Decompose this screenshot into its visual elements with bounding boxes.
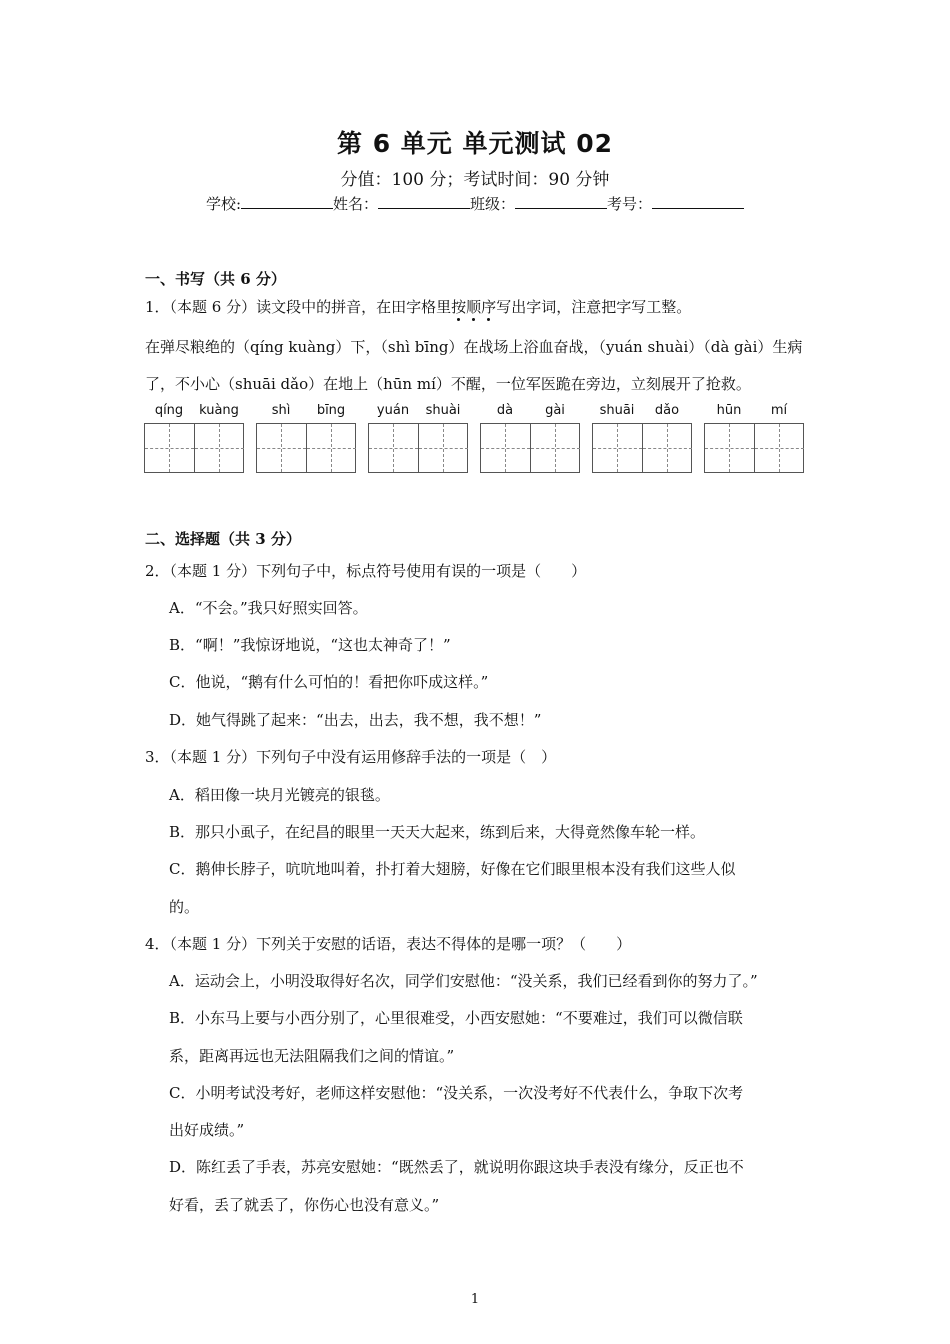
name-blank[interactable]	[378, 194, 470, 209]
passage-line-1: 在弹尽粮绝的（qíng kuàng）下，（shì bīng）在战场上浴血奋战，（yuán shuài）（dà gài）生病	[145, 338, 803, 356]
grid-guide-horizontal	[705, 448, 754, 449]
tianzige-cell[interactable]	[257, 424, 307, 472]
grid-guide-horizontal	[481, 448, 530, 449]
pinyin-label: gài	[545, 403, 565, 418]
grid-guide-horizontal	[593, 448, 642, 449]
question-1-stem	[145, 296, 691, 317]
section-1-heading: 一、书写（共 6 分）	[145, 270, 286, 288]
tianzige-cell[interactable]	[194, 424, 245, 472]
exam-number-label: 考号：	[607, 195, 653, 213]
page-title: 第 6 单元 单元测试 02	[336, 129, 613, 158]
tianzige-cell[interactable]	[306, 424, 357, 472]
tianzige-cell[interactable]	[754, 424, 805, 472]
question-3-stem: 3．（本题 1 分）下列句子中没有运用修辞手法的一项是（ ）	[145, 748, 557, 766]
q2-option-b[interactable]: B．“啊！”我惊讶地说，“这也太神奇了！”	[169, 636, 451, 654]
grid-guide-horizontal	[195, 448, 244, 449]
school-blank[interactable]	[241, 194, 333, 209]
tianzige-cell[interactable]	[705, 424, 755, 472]
emphasis-char: 序	[481, 298, 497, 316]
grid-guide-horizontal	[755, 448, 804, 449]
school-label: 学校:	[205, 195, 241, 213]
pinyin-label: kuàng	[199, 403, 239, 418]
student-info-line	[0, 193, 950, 214]
q4-option-c-cont: 出好成绩。”	[169, 1121, 245, 1139]
q3-option-a[interactable]: A．稻田像一块月光镀亮的银毯。	[169, 786, 390, 804]
q4-option-b[interactable]: B．小东马上要与小西分别了，心里很难受，小西安慰她：“不要难过，我们可以微信联	[169, 1009, 743, 1027]
tianzige-box[interactable]	[704, 423, 804, 473]
q1-stem-pre: 1．（本题 6 分）读文段中的拼音，在田字格里	[145, 298, 452, 316]
pinyin-label: dà	[496, 403, 514, 418]
grid-guide-horizontal	[369, 448, 418, 449]
page-number: 1	[470, 1292, 480, 1307]
section-2-heading: 二、选择题（共 3 分）	[145, 530, 301, 548]
tianzige-box[interactable]	[144, 423, 244, 473]
name-label: 姓名：	[333, 195, 379, 213]
tianzige-box[interactable]	[368, 423, 468, 473]
pinyin-label: qíng	[154, 403, 184, 418]
grid-guide-horizontal	[531, 448, 580, 449]
emphasis-char: 顺	[466, 298, 482, 316]
q3-option-c-cont: 的。	[169, 898, 200, 916]
q4-option-a[interactable]: A．运动会上，小明没取得好名次，同学们安慰他：“没关系，我们已经看到你的努力了。”	[169, 972, 758, 990]
q4-option-b-cont: 系，距离再远也无法阻隔我们之间的情谊。”	[169, 1047, 455, 1065]
pinyin-label: shì	[271, 403, 291, 418]
question-4-stem: 4．（本题 1 分）下列关于安慰的话语，表达不得体的是哪一项？（ ）	[145, 935, 632, 953]
q4-option-d-cont: 好看，丢了就丢了，你伤心也没有意义。”	[169, 1196, 440, 1214]
pinyin-label: shuài	[425, 403, 461, 418]
emphasis-char: 按	[451, 298, 467, 316]
tianzige-box[interactable]	[480, 423, 580, 473]
passage-line-2: 了，不小心（shuāi dǎo）在地上（hūn mí）不醒，一位军医跪在旁边，立刻展开了抢救。	[145, 375, 751, 393]
grid-guide-horizontal	[257, 448, 306, 449]
q3-option-b[interactable]: B．那只小虱子，在纪昌的眼里一天天大起来，练到后来，大得竟然像车轮一样。	[169, 823, 706, 841]
q4-option-c[interactable]: C．小明考试没考好，老师这样安慰他：“没关系，一次没考好不代表什么，争取下次考	[169, 1084, 744, 1102]
q4-option-d[interactable]: D．陈红丢了手表，苏亮安慰她：“既然丢了，就说明你跟这块手表没有缘分，反正也不	[169, 1158, 744, 1176]
q3-option-c[interactable]: C．鹅伸长脖子，吭吭地叫着，扑打着大翅膀，好像在它们眼里根本没有我们这些人似	[169, 860, 736, 878]
pinyin-label: hūn	[716, 403, 742, 418]
pinyin-label: bīng	[316, 403, 346, 418]
q1-stem-emphasis	[451, 298, 496, 316]
q2-option-a[interactable]: A．“不会。”我只好照实回答。	[169, 599, 368, 617]
tianzige-cell[interactable]	[369, 424, 419, 472]
tianzige-box[interactable]	[592, 423, 692, 473]
exam-number-blank[interactable]	[652, 194, 744, 209]
question-2-stem: 2．（本题 1 分）下列句子中，标点符号使用有误的一项是（ ）	[145, 562, 587, 580]
tianzige-box[interactable]	[256, 423, 356, 473]
pinyin-label: mí	[770, 403, 788, 418]
grid-guide-horizontal	[307, 448, 356, 449]
tianzige-cell[interactable]	[418, 424, 469, 472]
class-blank[interactable]	[515, 194, 607, 209]
tianzige-cell[interactable]	[145, 424, 195, 472]
grid-guide-horizontal	[643, 448, 692, 449]
tianzige-cell[interactable]	[593, 424, 643, 472]
pinyin-label: shuāi	[599, 403, 635, 418]
class-label: 班级：	[470, 195, 516, 213]
exam-subtitle: 分值：100 分；考试时间：90 分钟	[340, 170, 610, 190]
grid-guide-horizontal	[145, 448, 194, 449]
pinyin-label: yuán	[376, 403, 410, 418]
q2-option-d[interactable]: D．她气得跳了起来：“出去，出去，我不想，我不想！”	[169, 711, 542, 729]
pinyin-label: dǎo	[654, 403, 680, 418]
tianzige-cell[interactable]	[530, 424, 581, 472]
grid-guide-horizontal	[419, 448, 468, 449]
q2-option-c[interactable]: C．他说，“鹅有什么可怕的！看把你吓成这样。”	[169, 673, 489, 691]
q1-stem-post: 写出字词，注意把字写工整。	[496, 298, 692, 316]
tianzige-cell[interactable]	[481, 424, 531, 472]
tianzige-cell[interactable]	[642, 424, 693, 472]
